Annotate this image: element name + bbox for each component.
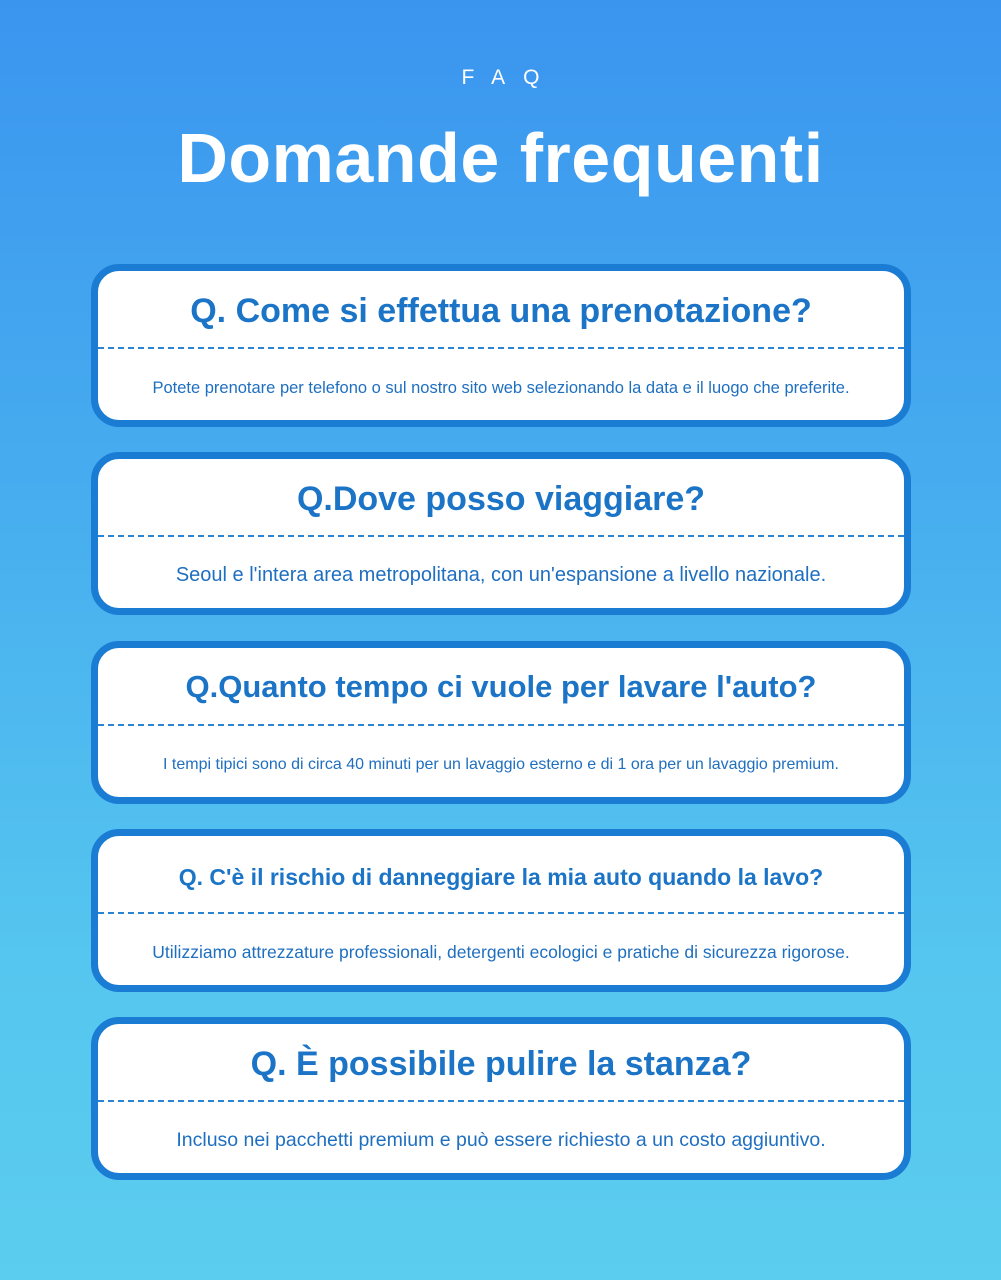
dashed-divider [98, 724, 904, 726]
dashed-divider [98, 347, 904, 349]
faq-card-wash-time [91, 641, 911, 804]
faq-card-room-cleaning [91, 1017, 911, 1180]
dashed-divider [98, 1100, 904, 1102]
faq-answer: Potete prenotare per telefono o sul nostro sito web selezionando la data e il luogo che preferite. [152, 379, 850, 397]
faq-question: Q.Dove posso viaggiare? [296, 480, 706, 518]
dashed-divider [98, 912, 904, 914]
faq-question: Q. Come si effettua una prenotazione? [190, 292, 812, 330]
faq-card-damage-risk [91, 829, 911, 992]
faq-question: Q. È possibile pulire la stanza? [250, 1045, 752, 1083]
faq-question: Q. C'è il rischio di danneggiare la mia auto quando la lavo? [178, 864, 824, 890]
faq-answer: Seoul e l'intera area metropolitana, con un'espansione a livello nazionale. [175, 564, 827, 586]
faq-card-travel [91, 452, 911, 615]
faq-answer: Incluso nei pacchetti premium e può essere richiesto a un costo aggiuntivo. [176, 1129, 826, 1151]
page-title: Domande frequenti [177, 119, 824, 197]
dashed-divider [98, 535, 904, 537]
faq-answer: I tempi tipici sono di circa 40 minuti per un lavaggio esterno e di 1 ora per un lavaggio premium. [163, 756, 839, 773]
faq-card-booking [91, 264, 911, 427]
faq-eyebrow: FAQ [461, 66, 558, 89]
faq-question: Q.Quanto tempo ci vuole per lavare l'auto? [185, 669, 817, 704]
faq-answer: Utilizziamo attrezzature professionali, detergenti ecologici e pratiche di sicurezza rigorose. [152, 942, 850, 962]
